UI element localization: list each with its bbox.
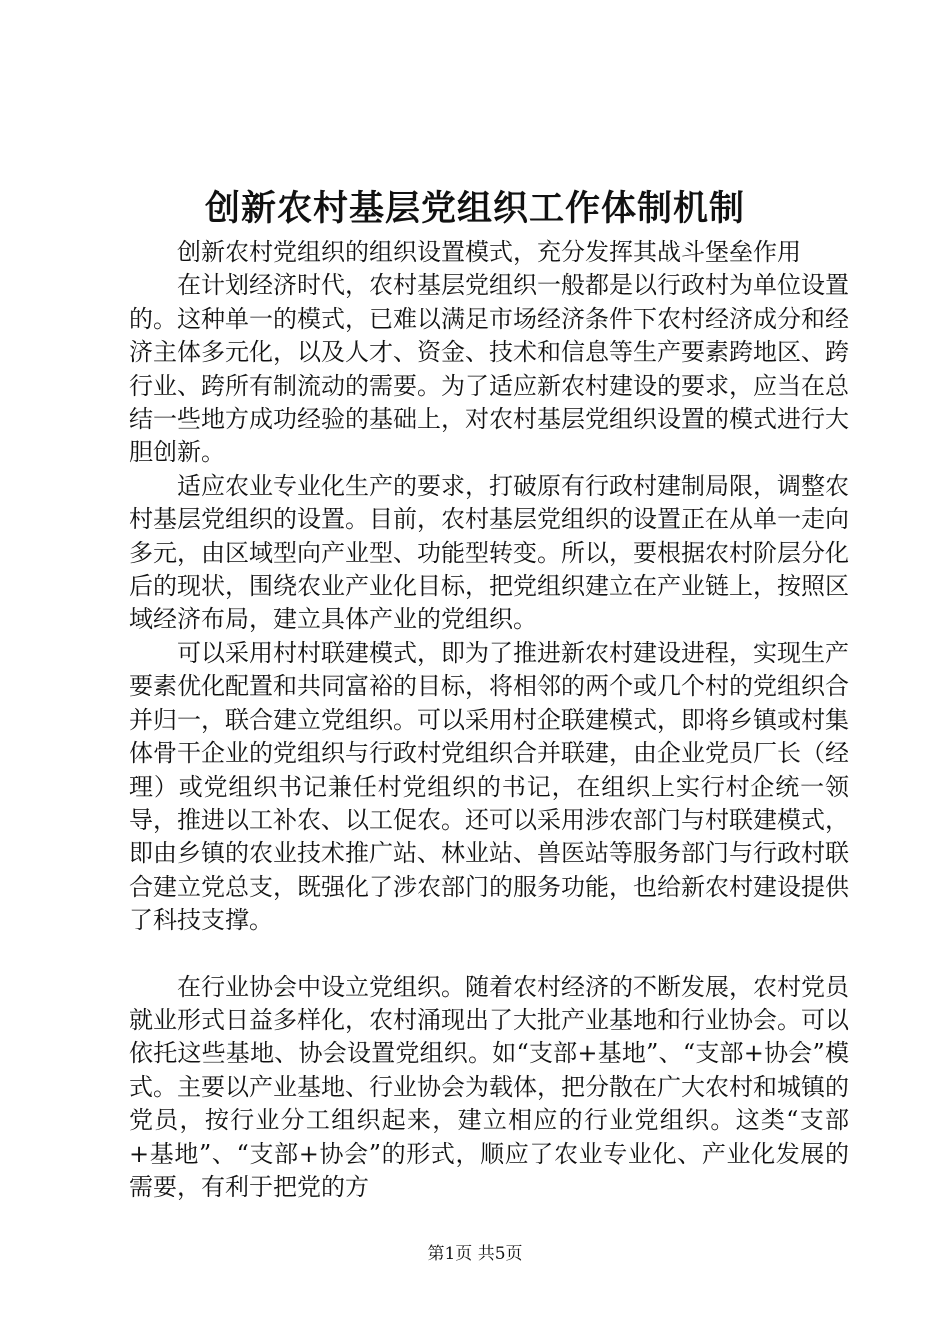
- paragraph-subheading: 创新农村党组织的组织设置模式，充分发挥其战斗堡垒作用: [177, 238, 801, 266]
- paragraph: 适应农业专业化生产的要求，打破原有行政村建制局限，调整农村基层党组织的设置。目前，农村基层党组织的设置正在从单一走向多元，由区域型向产业型、功能型转变。所以，要根据农村阶层分化后的现状，围绕农业产业化目标，把党组织建立在产业链上，按照区域经济布局，建立具体产业的党组织。: [129, 471, 849, 634]
- paragraph: 可以采用村村联建模式，即为了推进新农村建设进程，实现生产要素优化配置和共同富裕的目标，将相邻的两个或几个村的党组织合并归一，联合建立党组织。可以采用村企联建模式，即将乡镇或村集体骨干企业的党组织与行政村党组织合并联建，由企业党员厂长（经理）或党组织书记兼任村党组织的书记，在组织上实行村企统一领导，推进以工补农、以工促农。还可以采用涉农部门与村联建模式，即由乡镇的农业技术推广站、林业站、兽医站等服务部门与行政村联合建立党总支，既强化了涉农部门的服务功能，也给新农村建设提供了科技支撑。: [129, 638, 849, 935]
- document-title: 创新农村基层党组织工作体制机制: [204, 188, 745, 229]
- page-footer: 第1页 共5页: [427, 1244, 523, 1264]
- document-body: [129, 236, 849, 1204]
- paragraph: 在行业协会中设立党组织。随着农村经济的不断发展，农村党员就业形式日益多样化，农村涌现出了大批产业基地和行业协会。可以依托这些基地、协会设置党组织。如“支部+基地”、“支部+协会”模式。主要以产业基地、行业协会为载体，把分散在广大农村和城镇的党员，按行业分工组织起来，建立相应的行业党组织。这类“支部+基地”、“支部+协会”的形式，顺应了农业专业化、产业化发展的需要，有利于把党的方: [129, 972, 849, 1201]
- paragraph: 在计划经济时代，农村基层党组织一般都是以行政村为单位设置的。这种单一的模式，已难以满足市场经济条件下农村经济成分和经济主体多元化，以及人才、资金、技术和信息等生产要素跨地区、跨行业、跨所有制流动的需要。为了适应新农村建设的要求，应当在总结一些地方成功经验的基础上，对农村基层党组织设置的模式进行大胆创新。: [129, 271, 849, 467]
